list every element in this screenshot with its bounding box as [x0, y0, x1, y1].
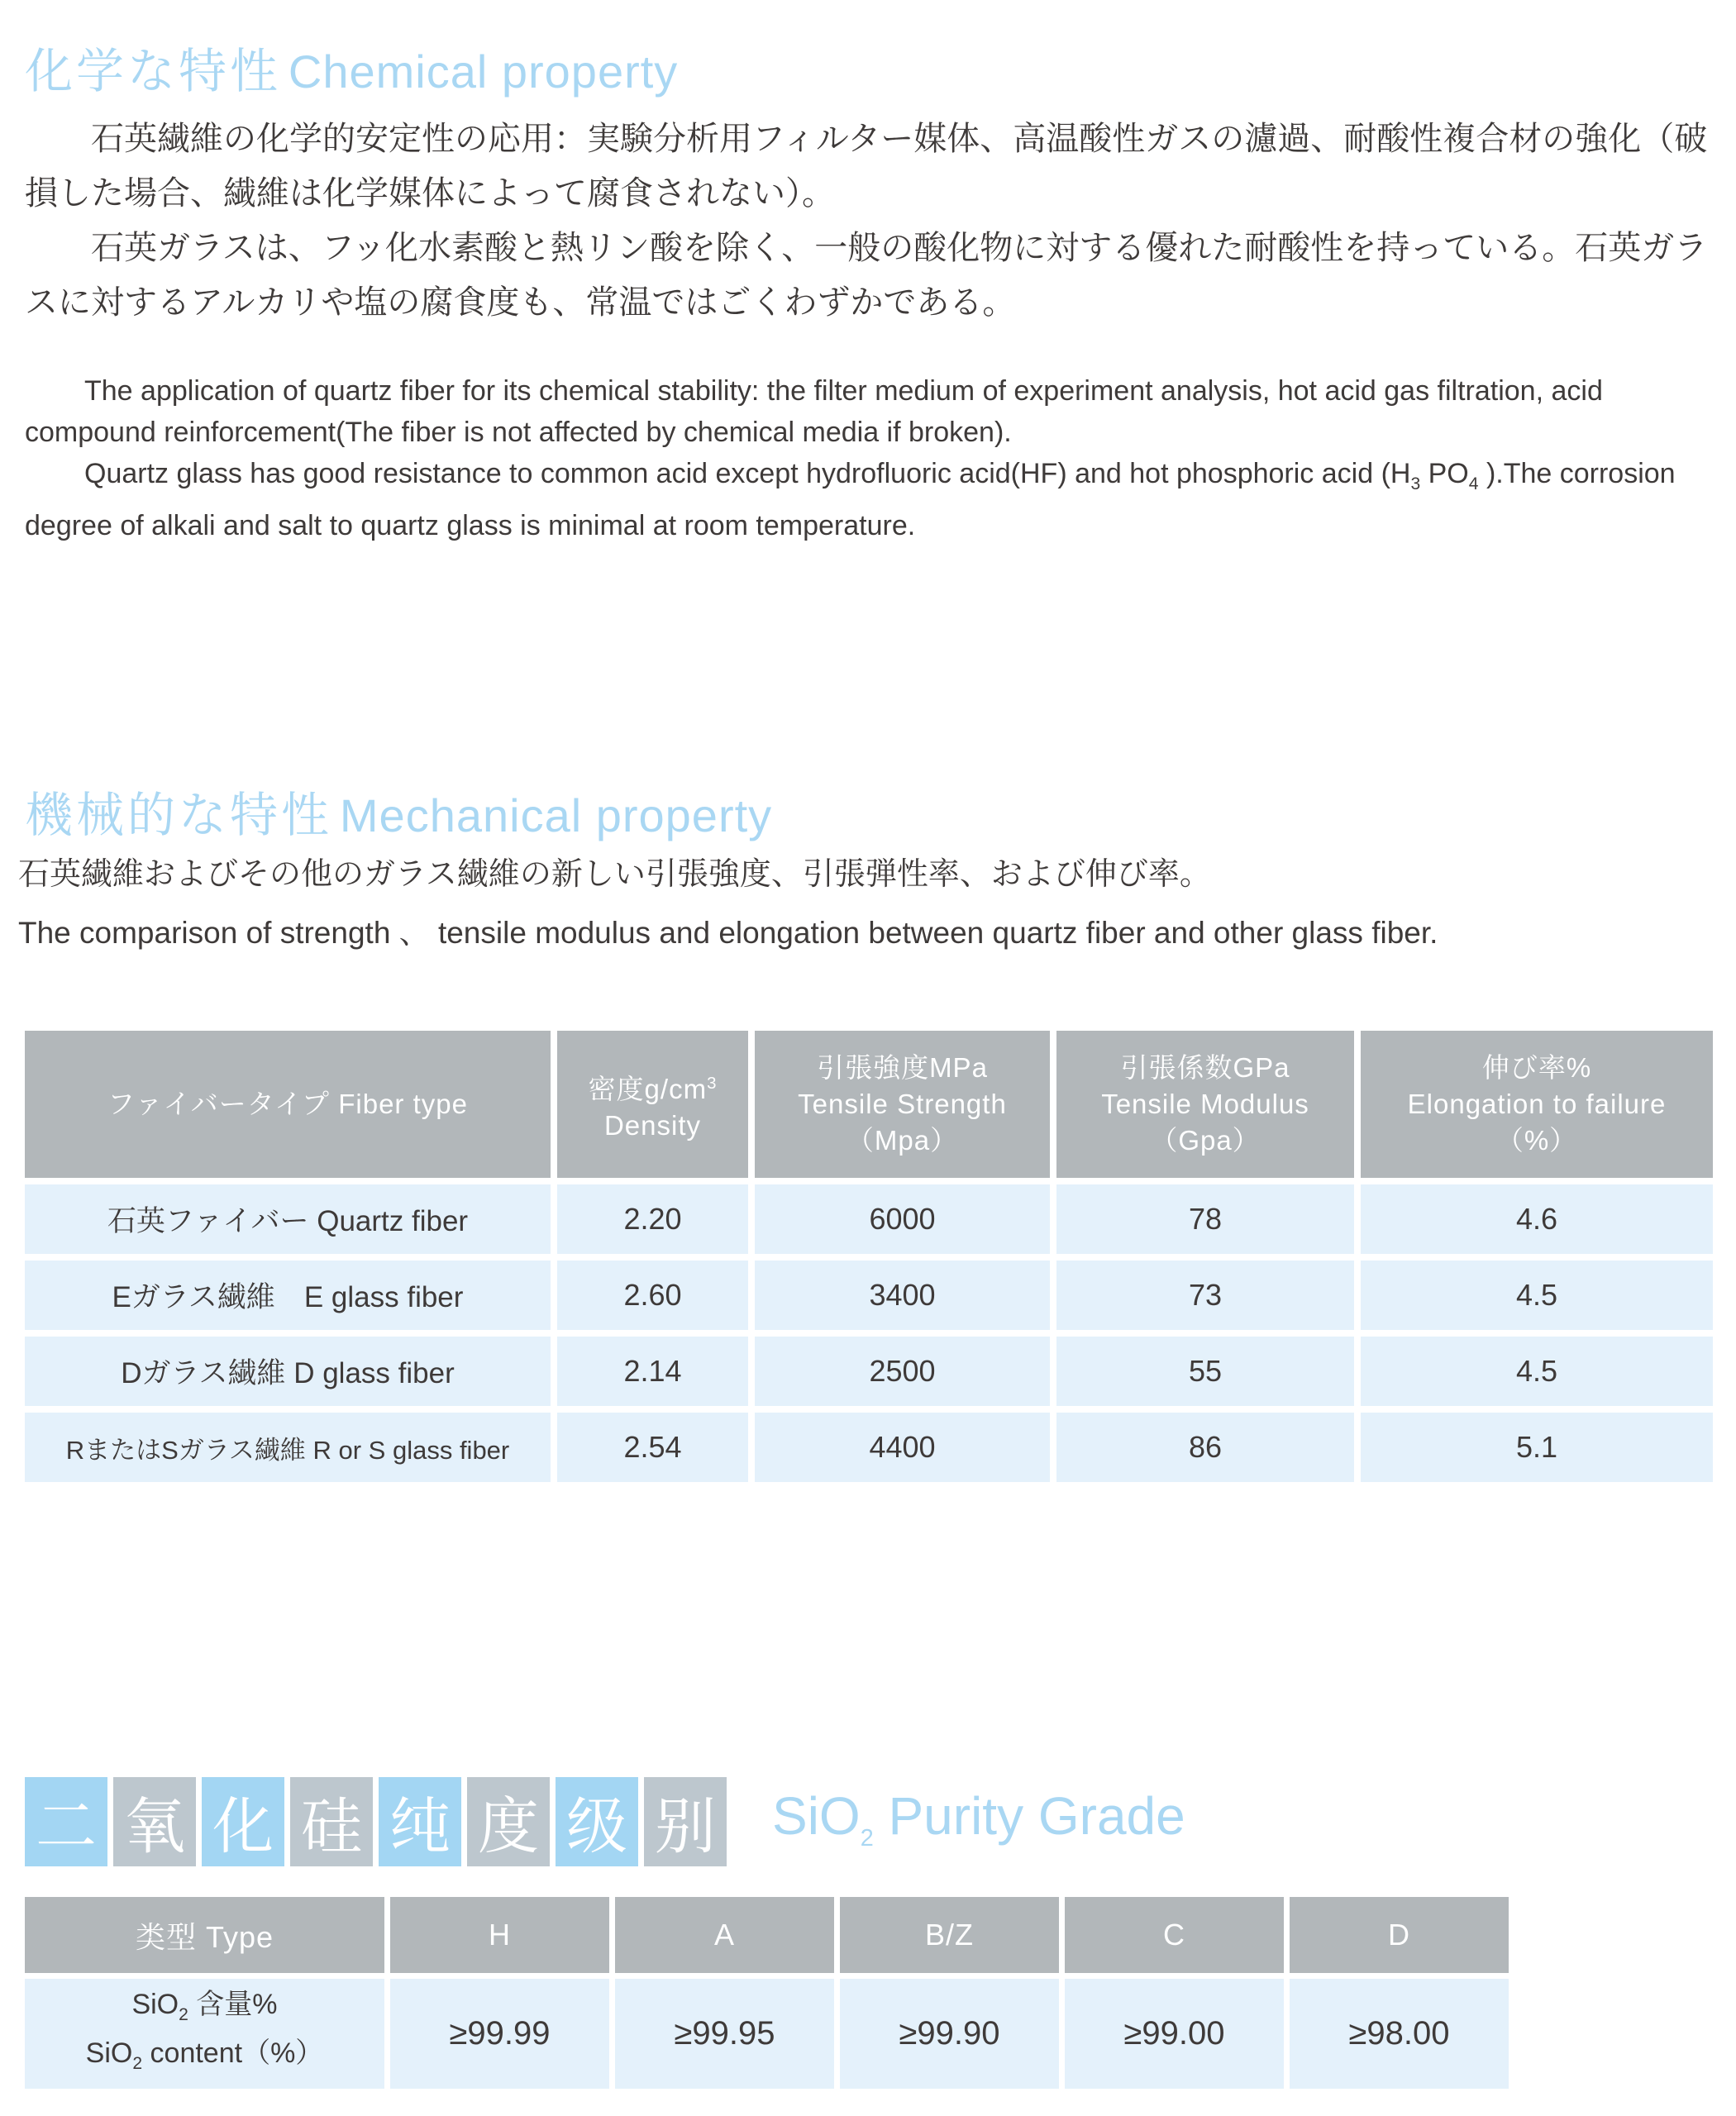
column-header-density	[557, 1031, 748, 1178]
cell-elongation: 4.5	[1361, 1337, 1713, 1406]
sio2-purity-grade-table	[25, 1897, 1509, 2089]
cell-sio2-content-label	[25, 1979, 384, 2089]
chemical-heading-japanese: 化学な特性	[25, 43, 282, 100]
superscript: 3	[707, 1073, 718, 1093]
cell-density: 2.14	[557, 1337, 748, 1406]
paragraph-text: PO	[1420, 458, 1469, 489]
header-text-en: Elongation to failure	[1407, 1089, 1667, 1119]
cell-tensile-strength: 2500	[755, 1337, 1050, 1406]
chemical-property-heading	[25, 32, 678, 102]
cell-purity-value-a: ≥99.95	[615, 1979, 834, 2089]
cell-fiber-name: Eガラス繊維 E glass fiber	[25, 1261, 551, 1330]
header-text-en: Density	[603, 1109, 702, 1141]
column-header-grade-d: D	[1290, 1897, 1509, 1973]
label-line-en	[86, 2034, 324, 2083]
cell-tensile-modulus: 73	[1056, 1261, 1354, 1330]
paragraph-text: Quartz glass has good resistance to common acid except hydrofluoric acid(HF) and hot phosphoric acid (H	[84, 458, 1411, 489]
subscript: 4	[1468, 474, 1479, 493]
header-text-jp: 引張係数GPa	[1120, 1052, 1290, 1083]
chemical-japanese-paragraph-2: 石英ガラスは、フッ化水素酸と熱リン酸を除く、一般の酸化物に対する優れた耐酸性を持っている。石英ガラスに対するアルカリや塩の腐食度も、常温ではごくわずかである。	[25, 230, 1708, 321]
heading-tile: 纯	[379, 1777, 461, 1866]
subscript: 2	[860, 1825, 874, 1852]
cell-elongation: 5.1	[1361, 1413, 1713, 1482]
label-text: content（%）	[142, 2037, 324, 2069]
cell-tensile-strength: 3400	[755, 1261, 1050, 1330]
column-header-tensile-modulus	[1056, 1031, 1354, 1178]
mechanical-property-heading	[25, 776, 772, 846]
header-unit: （Mpa）	[846, 1125, 959, 1156]
cell-density: 2.20	[557, 1184, 748, 1254]
chemical-japanese-paragraph-1: 石英繊維の化学的安定性の応用：実験分析用フィルター媒体、高温酸性ガスの濾過、耐酸性複合材の強化（破損した場合、繊維は化学媒体によって腐食されない）。	[25, 121, 1708, 212]
paragraph-text: ).The corrosion degree of alkali and salt to quartz glass is minimal at room temperature.	[25, 458, 1676, 541]
header-text-en: Tensile Strength	[798, 1089, 1007, 1119]
cell-fiber-name: RまたはSガラス繊維 R or S glass fiber	[25, 1413, 551, 1482]
subscript: 2	[179, 2004, 188, 2024]
subscript: 2	[132, 2053, 143, 2073]
label-line-jp	[131, 1985, 277, 2034]
column-header-grade-c: C	[1065, 1897, 1284, 1973]
cell-density: 2.54	[557, 1413, 748, 1482]
heading-tile-row	[25, 1777, 727, 1866]
mechanical-heading-japanese: 機械的な特性	[25, 787, 333, 844]
heading-tile: 级	[556, 1777, 638, 1866]
mechanical-intro-japanese: 石英繊維およびその他のガラス繊維の新しい引張強度、引張弾性率、および伸び率。	[18, 857, 1211, 892]
header-unit: （%）	[1495, 1125, 1578, 1156]
cell-elongation: 4.5	[1361, 1261, 1713, 1330]
header-unit: （Gpa）	[1150, 1125, 1261, 1156]
cell-tensile-strength: 6000	[755, 1184, 1050, 1254]
chemical-english-paragraph-1: The application of quartz fiber for its chemical stability: the filter medium of experiment analysis, hot acid gas filtration, acid compound reinforcement(The fiber is not affected by chemical media if broken).	[25, 375, 1603, 448]
column-header-fiber-type	[25, 1031, 551, 1178]
column-header-grade-h: H	[390, 1897, 609, 1973]
cell-purity-value-h: ≥99.99	[390, 1979, 609, 2089]
cell-fiber-name: 石英ファイバー Quartz fiber	[25, 1184, 551, 1254]
mechanical-intro-english: The comparison of strength 、 tensile modulus and elongation between quartz fiber and other glass fiber.	[18, 916, 1438, 950]
column-header-type: 类型 Type	[25, 1897, 384, 1973]
heading-tile: 二	[25, 1777, 107, 1866]
mechanical-properties-table	[25, 1031, 1713, 1482]
chemical-japanese-text	[25, 112, 1715, 330]
chemical-heading-english: Chemical property	[288, 45, 679, 98]
sio2-heading-english	[772, 1786, 1185, 1866]
cell-purity-value-d: ≥98.00	[1290, 1979, 1509, 2089]
cell-tensile-modulus: 78	[1056, 1184, 1354, 1254]
cell-fiber-name: Dガラス繊維 D glass fiber	[25, 1337, 551, 1406]
header-text-jp: 伸び率%	[1481, 1052, 1592, 1083]
header-text-jp: 密度g/cm	[588, 1073, 708, 1104]
heading-tile: 硅	[290, 1777, 373, 1866]
heading-tile: 别	[644, 1777, 727, 1866]
label-text: SiO	[85, 2037, 133, 2069]
cell-purity-value-c: ≥99.00	[1065, 1979, 1284, 2089]
column-header-grade-a: A	[615, 1897, 834, 1973]
chemical-english-text	[25, 370, 1715, 546]
header-text-jp: 引張強度MPa	[817, 1052, 988, 1083]
subscript: 3	[1410, 474, 1421, 493]
header-text	[589, 1065, 718, 1108]
sio2-purity-grade-heading	[25, 1777, 1185, 1866]
label-text: 含量%	[188, 1988, 278, 2020]
heading-tile: 氧	[113, 1777, 196, 1866]
header-text-en: Tensile Modulus	[1101, 1089, 1309, 1119]
cell-tensile-modulus: 55	[1056, 1337, 1354, 1406]
cell-elongation: 4.6	[1361, 1184, 1713, 1254]
cell-tensile-modulus: 86	[1056, 1413, 1354, 1482]
cell-purity-value-bz: ≥99.90	[840, 1979, 1059, 2089]
label-text: SiO	[131, 1988, 179, 2020]
heading-tile: 度	[467, 1777, 550, 1866]
heading-text: Purity Grade	[873, 1786, 1185, 1847]
cell-tensile-strength: 4400	[755, 1413, 1050, 1482]
column-header-grade-bz: B/Z	[840, 1897, 1059, 1973]
chemical-english-paragraph-2	[25, 453, 1715, 546]
mechanical-heading-english: Mechanical property	[339, 789, 773, 842]
header-text: ファイバータイプ Fiber type	[107, 1089, 468, 1119]
column-header-elongation	[1361, 1031, 1713, 1178]
heading-tile: 化	[202, 1777, 284, 1866]
column-header-tensile-strength	[755, 1031, 1050, 1178]
cell-density: 2.60	[557, 1261, 748, 1330]
heading-text: SiO	[772, 1786, 861, 1847]
